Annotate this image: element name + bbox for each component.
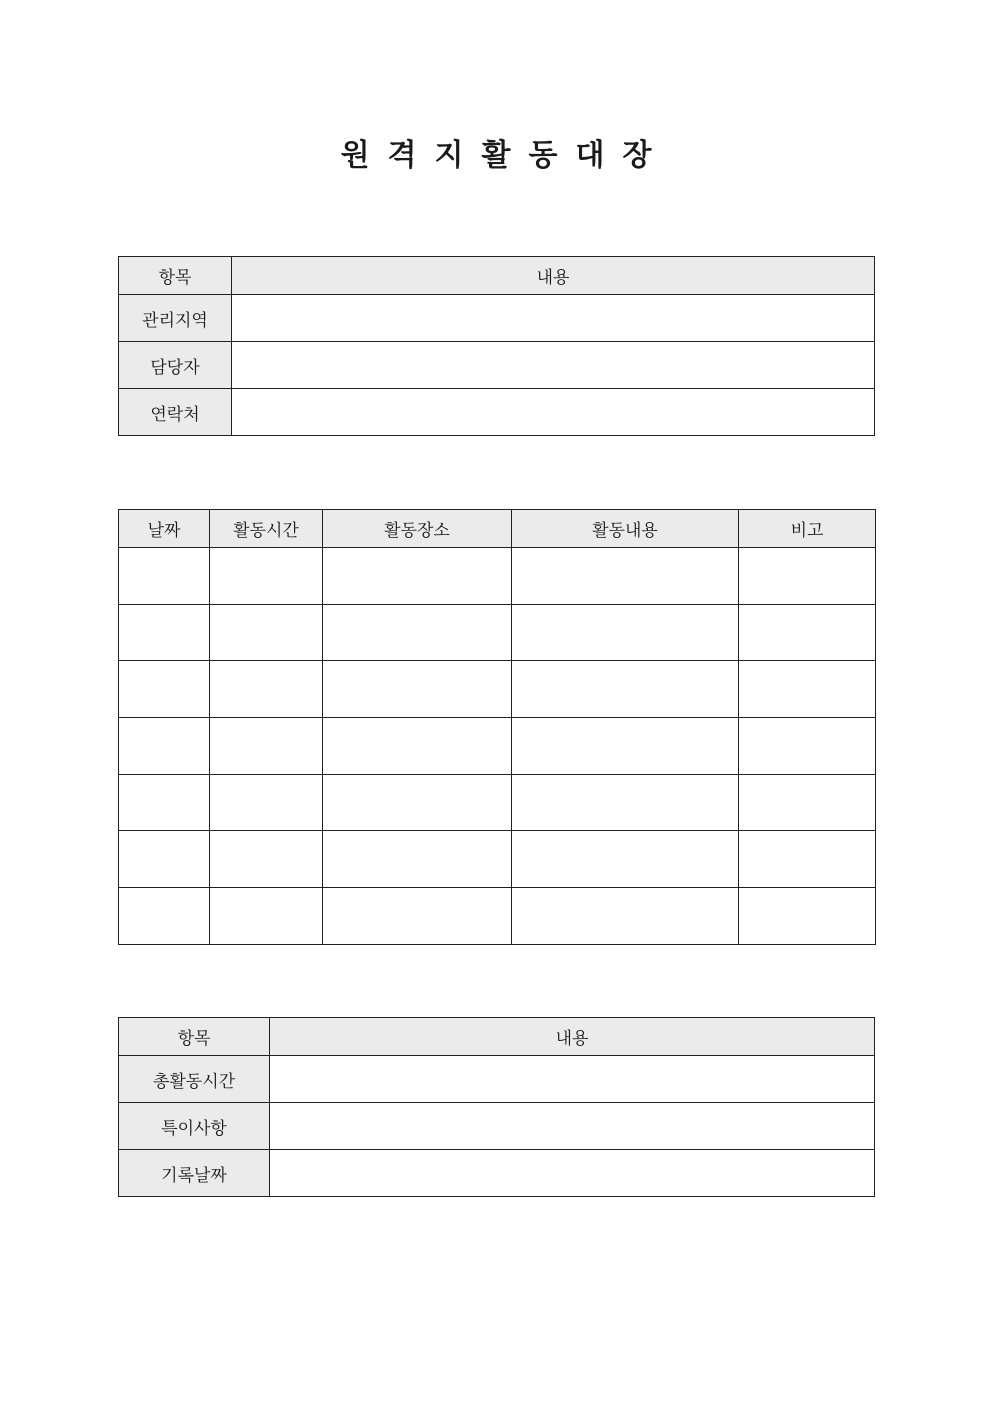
summary-table-header-row xyxy=(119,1018,875,1056)
log-header-date: 날짜 xyxy=(119,510,210,548)
manager-label: 담당자 xyxy=(119,342,232,389)
summary-header-item: 항목 xyxy=(119,1018,270,1056)
log-note-cell[interactable] xyxy=(739,888,876,945)
log-place-cell[interactable] xyxy=(323,888,512,945)
region-label: 관리지역 xyxy=(119,295,232,342)
total-time-label: 총활동시간 xyxy=(119,1056,270,1103)
activity-log-table xyxy=(118,509,876,945)
log-content-cell[interactable] xyxy=(512,831,739,888)
manager-value-cell[interactable] xyxy=(232,342,875,389)
log-time-cell[interactable] xyxy=(210,548,323,605)
log-header-content: 활동내용 xyxy=(512,510,739,548)
log-place-cell[interactable] xyxy=(323,774,512,831)
log-date-cell[interactable] xyxy=(119,888,210,945)
table-row xyxy=(119,604,876,661)
summary-table xyxy=(118,1017,875,1197)
log-date-cell[interactable] xyxy=(119,604,210,661)
log-date-cell[interactable] xyxy=(119,774,210,831)
info-table xyxy=(118,256,875,436)
info-row-region xyxy=(119,295,875,342)
log-content-cell[interactable] xyxy=(512,548,739,605)
log-time-cell[interactable] xyxy=(210,604,323,661)
log-time-cell[interactable] xyxy=(210,718,323,775)
log-note-cell[interactable] xyxy=(739,774,876,831)
log-date-cell[interactable] xyxy=(119,661,210,718)
table-row xyxy=(119,831,876,888)
log-content-cell[interactable] xyxy=(512,661,739,718)
log-place-cell[interactable] xyxy=(323,661,512,718)
info-header-content: 내용 xyxy=(232,257,875,295)
region-value-cell[interactable] xyxy=(232,295,875,342)
record-date-label: 기록날짜 xyxy=(119,1150,270,1197)
log-header-place: 활동장소 xyxy=(323,510,512,548)
log-content-cell[interactable] xyxy=(512,718,739,775)
remarks-value-cell[interactable] xyxy=(270,1103,875,1150)
table-row xyxy=(119,774,876,831)
contact-label: 연락처 xyxy=(119,389,232,436)
log-date-cell[interactable] xyxy=(119,831,210,888)
log-content-cell[interactable] xyxy=(512,888,739,945)
log-header-note: 비고 xyxy=(739,510,876,548)
log-content-cell[interactable] xyxy=(512,604,739,661)
summary-row-record-date xyxy=(119,1150,875,1197)
log-date-cell[interactable] xyxy=(119,548,210,605)
info-row-manager xyxy=(119,342,875,389)
table-row xyxy=(119,661,876,718)
log-note-cell[interactable] xyxy=(739,604,876,661)
info-table-header-row xyxy=(119,257,875,295)
log-place-cell[interactable] xyxy=(323,831,512,888)
contact-value-cell[interactable] xyxy=(232,389,875,436)
log-place-cell[interactable] xyxy=(323,604,512,661)
log-place-cell[interactable] xyxy=(323,548,512,605)
log-note-cell[interactable] xyxy=(739,661,876,718)
log-time-cell[interactable] xyxy=(210,774,323,831)
summary-row-remarks xyxy=(119,1103,875,1150)
info-header-item: 항목 xyxy=(119,257,232,295)
summary-header-content: 내용 xyxy=(270,1018,875,1056)
log-time-cell[interactable] xyxy=(210,888,323,945)
log-table-header-row xyxy=(119,510,876,548)
log-content-cell[interactable] xyxy=(512,774,739,831)
log-note-cell[interactable] xyxy=(739,548,876,605)
log-date-cell[interactable] xyxy=(119,718,210,775)
table-row xyxy=(119,888,876,945)
log-time-cell[interactable] xyxy=(210,661,323,718)
table-row xyxy=(119,548,876,605)
log-header-time: 활동시간 xyxy=(210,510,323,548)
log-note-cell[interactable] xyxy=(739,718,876,775)
document-title: 원격지활동대장 xyxy=(340,138,670,173)
summary-row-total-time xyxy=(119,1056,875,1103)
log-place-cell[interactable] xyxy=(323,718,512,775)
remarks-label: 특이사항 xyxy=(119,1103,270,1150)
info-row-contact xyxy=(119,389,875,436)
log-time-cell[interactable] xyxy=(210,831,323,888)
record-date-value-cell[interactable] xyxy=(270,1150,875,1197)
table-row xyxy=(119,718,876,775)
log-note-cell[interactable] xyxy=(739,831,876,888)
total-time-value-cell[interactable] xyxy=(270,1056,875,1103)
